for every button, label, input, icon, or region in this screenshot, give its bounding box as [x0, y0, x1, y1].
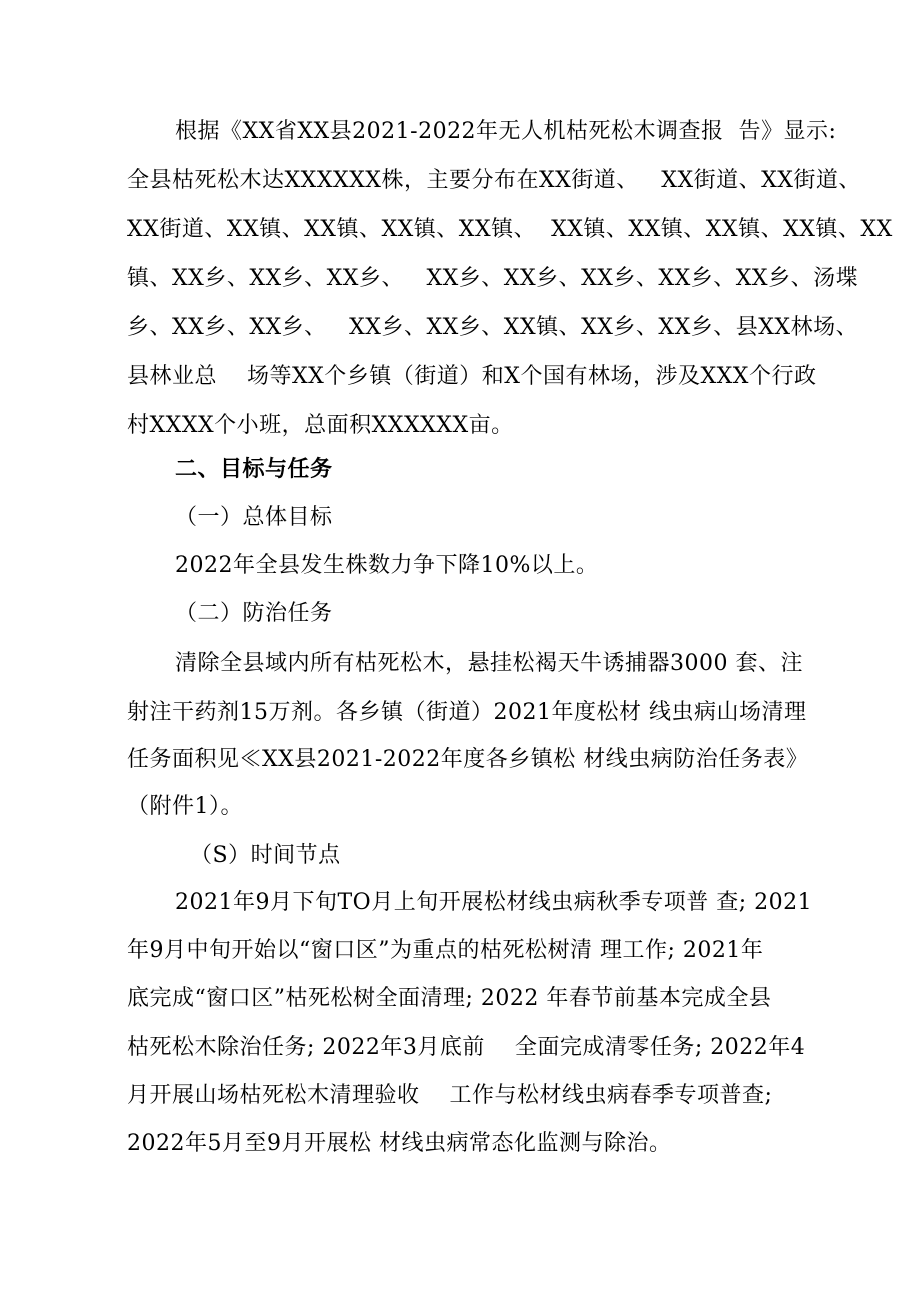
- subsection-heading: （一）总体目标: [175, 505, 333, 530]
- paragraph-line: （附件1）。: [127, 794, 243, 819]
- paragraph-line: 全县枯死松木达XXXXXX株，主要分布在XX街道、 XX街道、XX街道、: [127, 168, 861, 193]
- paragraph-line: 镇、XX乡、XX乡、XX乡、 XX乡、XX乡、XX乡、XX乡、XX乡、汤堞: [127, 266, 859, 291]
- paragraph-line: 枯死松木除治任务; 2022年3月底前 全面完成清零任务; 2022年4: [127, 1035, 806, 1060]
- paragraph-line: 月开展山场枯死松木清理验收 工作与松材线虫病春季专项普查;: [127, 1083, 773, 1108]
- subsection-heading: （二）防治任务: [175, 601, 333, 626]
- paragraph-line: 2022年全县发生株数力争下降10%以上。: [175, 553, 599, 578]
- paragraph-line: 村XXXX个小班，总面积XXXXXX亩。: [127, 413, 514, 438]
- paragraph-line: 县林业总 场等XX个乡镇（街道）和X个国有林场，涉及XXX个行政: [127, 364, 817, 389]
- paragraph-line: 底完成“窗口区”枯死松树全面清理; 2022 年春节前基本完成全县: [127, 986, 772, 1011]
- section-heading: 二、目标与任务: [175, 457, 333, 482]
- paragraph-line: 任务面积见≪XX县2021-2022年度各乡镇松 材线虫病防治任务表》: [127, 747, 809, 772]
- paragraph-line: 乡、XX乡、XX乡、 XX乡、XX乡、XX镇、XX乡、XX乡、县XX林场、: [127, 315, 859, 340]
- subsection-heading: （S）时间节点: [190, 843, 341, 868]
- paragraph-line: 2022年5月至9月开展松 材线虫病常态化监测与除治。: [127, 1131, 672, 1156]
- paragraph-line: 射注干药剂15万剂。各乡镇（街道）2021年度松材 线虫病山场清理: [127, 700, 807, 725]
- paragraph-line: 清除全县域内所有枯死松木，悬挂松褐天牛诱捕器3000 套、注: [175, 651, 803, 676]
- paragraph-line: 年9月中旬开始以“窗口区”为重点的枯死松树清 理工作; 2021年: [127, 938, 764, 963]
- paragraph-line: 2021年9月下旬TO月上旬开展松材线虫病秋季专项普 查; 2021: [175, 890, 813, 915]
- paragraph-line: XX街道、XX镇、XX镇、XX镇、XX镇、 XX镇、XX镇、XX镇、XX镇、XX: [127, 217, 893, 242]
- paragraph-line: 根据《XX省XX县2021-2022年无人机枯死松木调查报 告》显示:: [175, 119, 837, 144]
